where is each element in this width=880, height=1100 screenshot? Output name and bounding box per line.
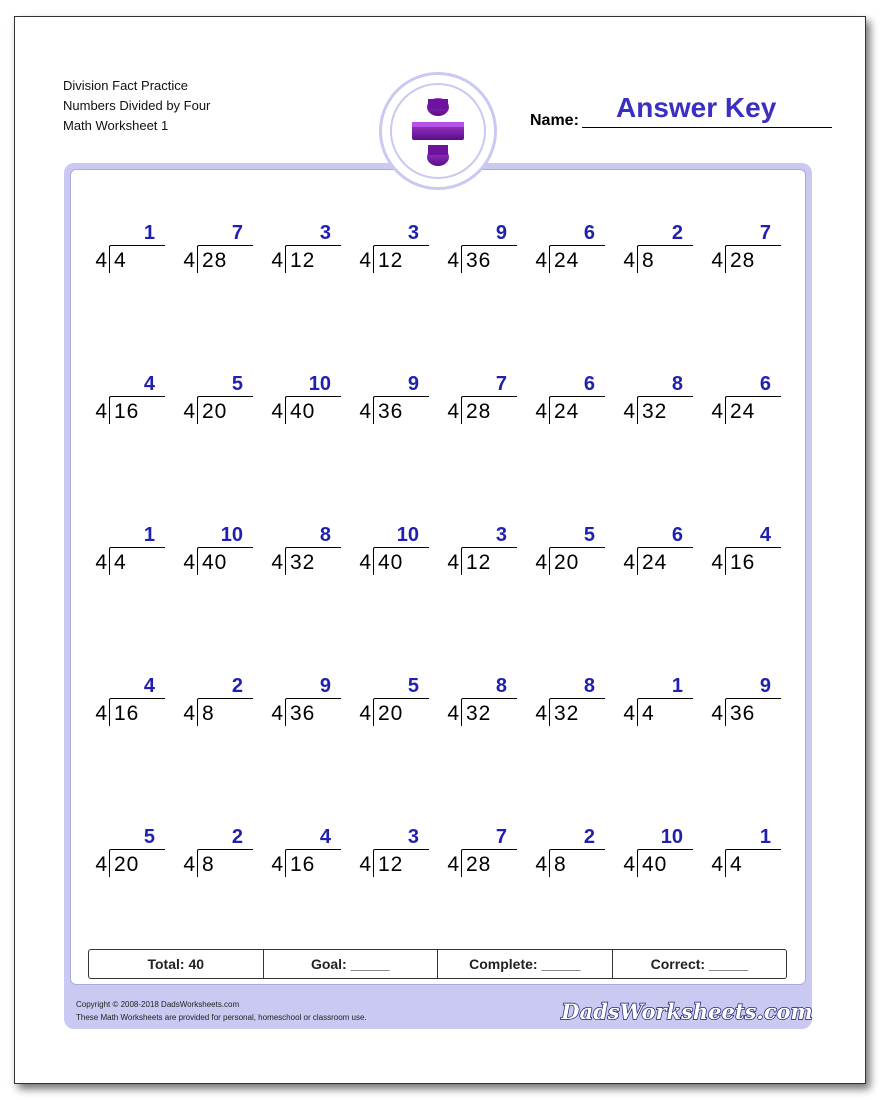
problem-dividend: 12 xyxy=(290,249,316,272)
long-division-bracket xyxy=(461,547,517,575)
problem-answer: 6 xyxy=(759,373,771,395)
long-division-bracket xyxy=(285,849,341,877)
problem-dividend: 4 xyxy=(730,853,743,876)
problem-dividend: 40 xyxy=(202,551,228,574)
long-division-bracket xyxy=(461,849,517,877)
long-division-bracket xyxy=(549,396,605,424)
long-division-bracket xyxy=(549,698,605,726)
problem-answer: 3 xyxy=(407,826,419,848)
score-total: Total: 40 xyxy=(89,950,264,978)
division-problem xyxy=(535,826,605,886)
problem-dividend: 20 xyxy=(114,853,140,876)
division-problem xyxy=(271,222,341,282)
problem-divisor: 4 xyxy=(271,400,283,423)
problem-answer: 9 xyxy=(319,675,331,697)
long-division-bracket xyxy=(197,849,253,877)
division-problem xyxy=(623,373,693,433)
division-problem xyxy=(623,524,693,584)
problem-dividend: 28 xyxy=(466,853,492,876)
problem-divisor: 4 xyxy=(183,249,195,272)
problem-answer: 8 xyxy=(319,524,331,546)
problem-answer: 7 xyxy=(495,826,507,848)
problem-dividend: 4 xyxy=(114,249,127,272)
division-problem xyxy=(359,826,429,886)
score-complete: Complete: _____ xyxy=(438,950,613,978)
logo-badge xyxy=(379,72,497,190)
long-division-bracket xyxy=(725,245,781,273)
problem-answer: 2 xyxy=(231,675,243,697)
problem-dividend: 28 xyxy=(202,249,228,272)
division-problem xyxy=(711,826,781,886)
long-division-bracket xyxy=(549,849,605,877)
problem-answer: 9 xyxy=(407,373,419,395)
copyright-text: Copyright © 2008-2018 DadsWorksheets.com xyxy=(76,1000,240,1009)
division-problem xyxy=(271,826,341,886)
problem-dividend: 28 xyxy=(466,400,492,423)
division-problem xyxy=(711,222,781,282)
usage-notice: These Math Worksheets are provided for personal, homeschool or classroom use. xyxy=(76,1013,367,1022)
problem-dividend: 24 xyxy=(730,400,756,423)
division-problem xyxy=(271,524,341,584)
problem-answer: 4 xyxy=(143,675,155,697)
problem-divisor: 4 xyxy=(711,249,723,272)
long-division-bracket xyxy=(373,849,429,877)
problem-divisor: 4 xyxy=(711,853,723,876)
division-problem xyxy=(535,222,605,282)
problem-answer: 5 xyxy=(143,826,155,848)
problem-dividend: 8 xyxy=(202,702,215,725)
division-problem xyxy=(447,222,517,282)
division-problem xyxy=(535,373,605,433)
problem-divisor: 4 xyxy=(535,853,547,876)
long-division-bracket xyxy=(197,245,253,273)
footer-copyright xyxy=(76,998,367,1024)
problem-answer: 6 xyxy=(671,524,683,546)
worksheet-title-block xyxy=(63,76,210,136)
long-division-bracket xyxy=(197,547,253,575)
problem-dividend: 8 xyxy=(554,853,567,876)
problem-answer: 10 xyxy=(220,524,243,546)
problem-divisor: 4 xyxy=(623,702,635,725)
problem-dividend: 12 xyxy=(466,551,492,574)
division-problem xyxy=(95,524,165,584)
problem-divisor: 4 xyxy=(711,400,723,423)
problem-dividend: 20 xyxy=(554,551,580,574)
worksheet-title-line-2: Numbers Divided by Four xyxy=(63,98,211,113)
division-sign-icon xyxy=(392,85,484,177)
score-bar xyxy=(88,949,787,979)
division-problem xyxy=(359,222,429,282)
long-division-bracket xyxy=(725,698,781,726)
long-division-bracket xyxy=(549,547,605,575)
problem-divisor: 4 xyxy=(711,702,723,725)
division-problem xyxy=(711,675,781,735)
problem-answer: 3 xyxy=(319,222,331,244)
problem-dividend: 24 xyxy=(554,249,580,272)
long-division-bracket xyxy=(373,245,429,273)
problem-answer: 9 xyxy=(495,222,507,244)
problem-answer: 8 xyxy=(671,373,683,395)
long-division-bracket xyxy=(725,396,781,424)
problem-divisor: 4 xyxy=(535,551,547,574)
long-division-bracket xyxy=(285,396,341,424)
problem-dividend: 24 xyxy=(554,400,580,423)
division-problem xyxy=(183,222,253,282)
long-division-bracket xyxy=(373,396,429,424)
problem-answer: 1 xyxy=(143,222,155,244)
name-label: Name: xyxy=(530,112,579,129)
problem-dividend: 20 xyxy=(202,400,228,423)
problem-dividend: 32 xyxy=(466,702,492,725)
dadsworksheets-logo xyxy=(561,996,813,1026)
logo-inner-ring xyxy=(390,83,486,179)
problem-dividend: 16 xyxy=(114,400,140,423)
problem-divisor: 4 xyxy=(359,249,371,272)
long-division-bracket xyxy=(637,396,693,424)
long-division-bracket xyxy=(373,698,429,726)
division-problem xyxy=(271,675,341,735)
division-problem xyxy=(447,373,517,433)
problem-divisor: 4 xyxy=(271,551,283,574)
problem-divisor: 4 xyxy=(183,702,195,725)
problem-answer: 7 xyxy=(759,222,771,244)
problem-answer: 7 xyxy=(495,373,507,395)
problem-divisor: 4 xyxy=(95,400,107,423)
division-problem xyxy=(623,675,693,735)
problem-divisor: 4 xyxy=(535,400,547,423)
problem-answer: 2 xyxy=(231,826,243,848)
division-problem xyxy=(183,675,253,735)
answer-key-label: Answer Key xyxy=(616,92,777,123)
problem-divisor: 4 xyxy=(623,249,635,272)
problem-divisor: 4 xyxy=(447,249,459,272)
long-division-bracket xyxy=(285,245,341,273)
problem-divisor: 4 xyxy=(271,853,283,876)
long-division-bracket xyxy=(461,698,517,726)
long-division-bracket xyxy=(725,547,781,575)
problem-answer: 4 xyxy=(319,826,331,848)
problem-divisor: 4 xyxy=(447,400,459,423)
long-division-bracket xyxy=(285,547,341,575)
problems-panel xyxy=(70,169,806,985)
problem-dividend: 40 xyxy=(642,853,668,876)
problem-answer: 1 xyxy=(671,675,683,697)
problem-divisor: 4 xyxy=(447,702,459,725)
problem-divisor: 4 xyxy=(623,853,635,876)
problem-divisor: 4 xyxy=(359,400,371,423)
score-correct: Correct: _____ xyxy=(650,956,748,972)
problem-divisor: 4 xyxy=(183,400,195,423)
problem-divisor: 4 xyxy=(271,249,283,272)
long-division-bracket xyxy=(637,245,693,273)
problem-dividend: 28 xyxy=(730,249,756,272)
problem-divisor: 4 xyxy=(95,853,107,876)
problem-dividend: 16 xyxy=(730,551,756,574)
long-division-bracket xyxy=(637,547,693,575)
problem-dividend: 24 xyxy=(642,551,668,574)
division-problem xyxy=(535,524,605,584)
division-problem xyxy=(183,524,253,584)
problem-dividend: 20 xyxy=(378,702,404,725)
division-problem xyxy=(95,675,165,735)
problem-dividend: 36 xyxy=(466,249,492,272)
problem-dividend: 12 xyxy=(378,853,404,876)
problem-divisor: 4 xyxy=(447,853,459,876)
brand-text: DadsWorksheets.com xyxy=(561,999,813,1024)
problem-divisor: 4 xyxy=(623,400,635,423)
problem-divisor: 4 xyxy=(95,551,107,574)
long-division-bracket xyxy=(637,849,693,877)
problem-dividend: 36 xyxy=(378,400,404,423)
problem-dividend: 16 xyxy=(290,853,316,876)
worksheet-title-line-1: Division Fact Practice xyxy=(63,78,188,93)
problem-dividend: 32 xyxy=(554,702,580,725)
long-division-bracket xyxy=(109,849,165,877)
division-problem xyxy=(623,826,693,886)
problem-divisor: 4 xyxy=(535,249,547,272)
long-division-bracket xyxy=(373,547,429,575)
problem-divisor: 4 xyxy=(359,853,371,876)
problem-answer: 10 xyxy=(308,373,331,395)
problem-dividend: 36 xyxy=(290,702,316,725)
problem-answer: 10 xyxy=(396,524,419,546)
division-problem xyxy=(535,675,605,735)
problem-divisor: 4 xyxy=(95,702,107,725)
problem-answer: 1 xyxy=(759,826,771,848)
long-division-bracket xyxy=(109,396,165,424)
problem-answer: 7 xyxy=(231,222,243,244)
problem-divisor: 4 xyxy=(359,702,371,725)
problem-dividend: 36 xyxy=(730,702,756,725)
long-division-bracket xyxy=(109,547,165,575)
problem-dividend: 8 xyxy=(202,853,215,876)
problem-dividend: 32 xyxy=(290,551,316,574)
division-problem xyxy=(95,826,165,886)
problem-divisor: 4 xyxy=(95,249,107,272)
division-problem xyxy=(711,524,781,584)
problem-answer: 5 xyxy=(583,524,595,546)
problem-dividend: 8 xyxy=(642,249,655,272)
problem-answer: 8 xyxy=(583,675,595,697)
long-division-bracket xyxy=(197,396,253,424)
problem-dividend: 12 xyxy=(378,249,404,272)
problem-answer: 9 xyxy=(759,675,771,697)
division-problem xyxy=(271,373,341,433)
division-problem xyxy=(359,675,429,735)
division-problem xyxy=(359,524,429,584)
problem-answer: 2 xyxy=(583,826,595,848)
long-division-bracket xyxy=(637,698,693,726)
problem-dividend: 4 xyxy=(114,551,127,574)
score-goal: Goal: _____ xyxy=(264,950,439,978)
problem-answer: 5 xyxy=(407,675,419,697)
division-problem xyxy=(359,373,429,433)
problem-divisor: 4 xyxy=(535,702,547,725)
name-field xyxy=(530,92,832,130)
problem-divisor: 4 xyxy=(271,702,283,725)
problem-dividend: 40 xyxy=(378,551,404,574)
problem-answer: 4 xyxy=(759,524,771,546)
problem-divisor: 4 xyxy=(183,551,195,574)
problem-answer: 6 xyxy=(583,222,595,244)
long-division-bracket xyxy=(549,245,605,273)
problem-answer: 1 xyxy=(143,524,155,546)
long-division-bracket xyxy=(109,245,165,273)
problem-divisor: 4 xyxy=(623,551,635,574)
long-division-bracket xyxy=(725,849,781,877)
division-problem xyxy=(447,675,517,735)
problem-dividend: 16 xyxy=(114,702,140,725)
long-division-bracket xyxy=(461,245,517,273)
problem-answer: 5 xyxy=(231,373,243,395)
problem-divisor: 4 xyxy=(447,551,459,574)
problem-divisor: 4 xyxy=(359,551,371,574)
problem-answer: 3 xyxy=(495,524,507,546)
long-division-bracket xyxy=(285,698,341,726)
problem-dividend: 32 xyxy=(642,400,668,423)
problem-answer: 4 xyxy=(143,373,155,395)
problems-frame xyxy=(64,163,812,1029)
name-underline xyxy=(582,127,832,128)
division-problem xyxy=(95,373,165,433)
problem-dividend: 40 xyxy=(290,400,316,423)
problem-divisor: 4 xyxy=(711,551,723,574)
problem-answer: 3 xyxy=(407,222,419,244)
division-problem xyxy=(623,222,693,282)
long-division-bracket xyxy=(197,698,253,726)
long-division-bracket xyxy=(461,396,517,424)
worksheet-title-line-3: Math Worksheet 1 xyxy=(63,118,169,133)
problem-answer: 8 xyxy=(495,675,507,697)
division-problem xyxy=(447,826,517,886)
problem-dividend: 4 xyxy=(642,702,655,725)
problem-answer: 6 xyxy=(583,373,595,395)
long-division-bracket xyxy=(109,698,165,726)
problem-answer: 10 xyxy=(660,826,683,848)
division-problem xyxy=(183,373,253,433)
division-problem xyxy=(95,222,165,282)
division-problem xyxy=(183,826,253,886)
division-problem xyxy=(711,373,781,433)
division-problem xyxy=(447,524,517,584)
problem-divisor: 4 xyxy=(183,853,195,876)
problem-answer: 2 xyxy=(671,222,683,244)
